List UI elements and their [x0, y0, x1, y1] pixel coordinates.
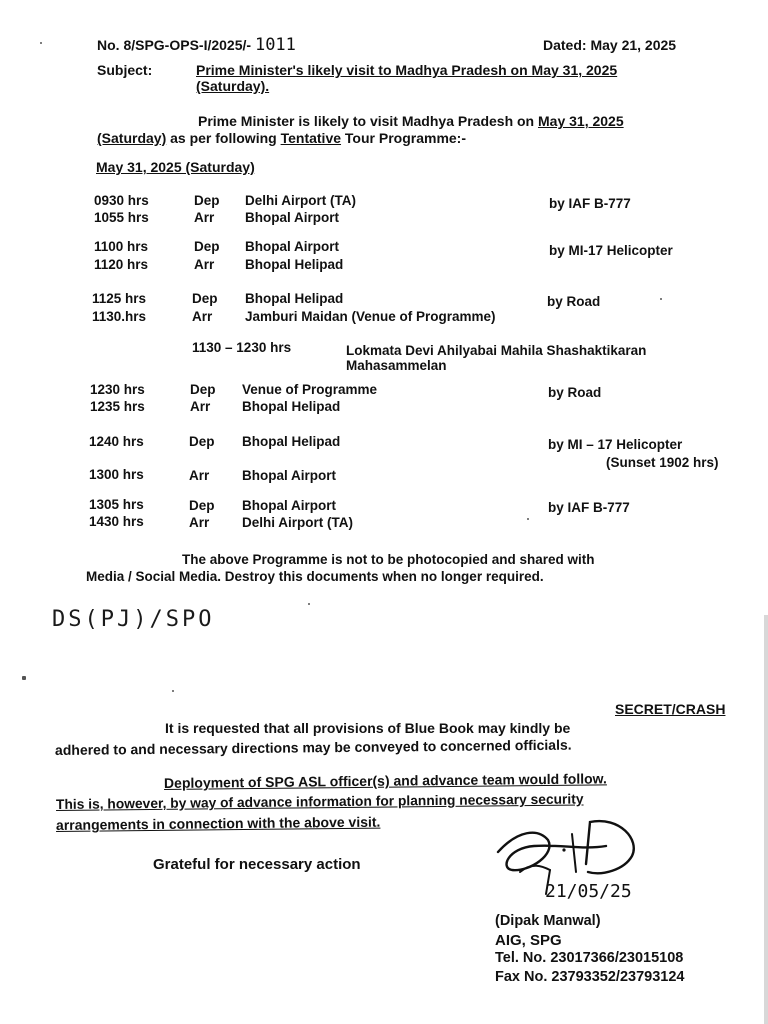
handwritten-reference: 1011 — [254, 35, 296, 55]
signatory-fax: Fax No. 23793352/23793124 — [495, 969, 685, 985]
para2-line-2: This is, however, by way of advance information for planning necessary security — [55, 791, 584, 812]
para1-line-2: adhered to and necessary directions may be conveyed to concerned officials. — [54, 736, 572, 758]
document-date: Dated: May 21, 2025 — [543, 37, 677, 53]
scan-speck — [22, 676, 26, 680]
handwritten-marking: DS(PJ)/SPO — [52, 607, 215, 632]
scan-speck — [660, 298, 662, 300]
notice-line-2: Media / Social Media. Destroy this documents when no longer required. — [86, 569, 544, 584]
schedule-date-heading: May 31, 2025 (Saturday) — [96, 159, 255, 175]
sunset-note: (Sunset 1902 hrs) — [606, 455, 719, 470]
para1-line-1: It is requested that all provisions of Blue Book may kindly be — [165, 720, 571, 736]
scan-speck — [308, 603, 310, 605]
para2-line-1: Deployment of SPG ASL officer(s) and advance team would follow. — [163, 770, 607, 791]
signatory-telephone: Tel. No. 23017366/23015108 — [495, 950, 684, 966]
intro-tail: Tour Programme:- — [344, 130, 467, 146]
intro-text: Prime Minister is likely to visit Madhya Pradesh on — [198, 113, 535, 129]
event-name-line-2: Mahasammelan — [346, 358, 447, 373]
scan-speck — [527, 518, 529, 520]
intro-line-2 — [97, 130, 466, 146]
reference-number: No. 8/SPG-OPS-I/2025/- 1011 — [97, 35, 296, 55]
event-time: 1130 – 1230 hrs — [192, 340, 292, 355]
intro-mid-text: as per following — [170, 130, 277, 146]
subject-line-1: Prime Minister's likely visit to Madhya Pradesh on May 31, 2025 — [196, 62, 618, 78]
subject-line-2: (Saturday). — [196, 78, 270, 94]
intro-saturday: (Saturday) — [97, 130, 167, 146]
intro-line-1 — [198, 113, 624, 129]
subject-label: Subject: — [97, 62, 153, 78]
page-edge-shadow — [764, 615, 768, 1024]
para2-line-3: arrangements in connection with the above visit. — [55, 813, 381, 833]
signature-date: 21/05/25 — [545, 881, 632, 902]
intro-tentative: Tentative — [280, 130, 342, 146]
intro-date: May 31, 2025 — [538, 113, 624, 129]
scan-speck — [40, 42, 42, 44]
classification-label: SECRET/CRASH — [615, 701, 726, 717]
signatory-name: (Dipak Manwal) — [495, 913, 601, 929]
closing-line: Grateful for necessary action — [153, 856, 361, 873]
event-name-line-1: Lokmata Devi Ahilyabai Mahila Shashaktikaran — [346, 343, 647, 358]
signatory-designation: AIG, SPG — [495, 932, 562, 949]
scan-speck — [172, 690, 174, 692]
notice-line-1: The above Programme is not to be photocopied and shared with — [182, 552, 595, 567]
